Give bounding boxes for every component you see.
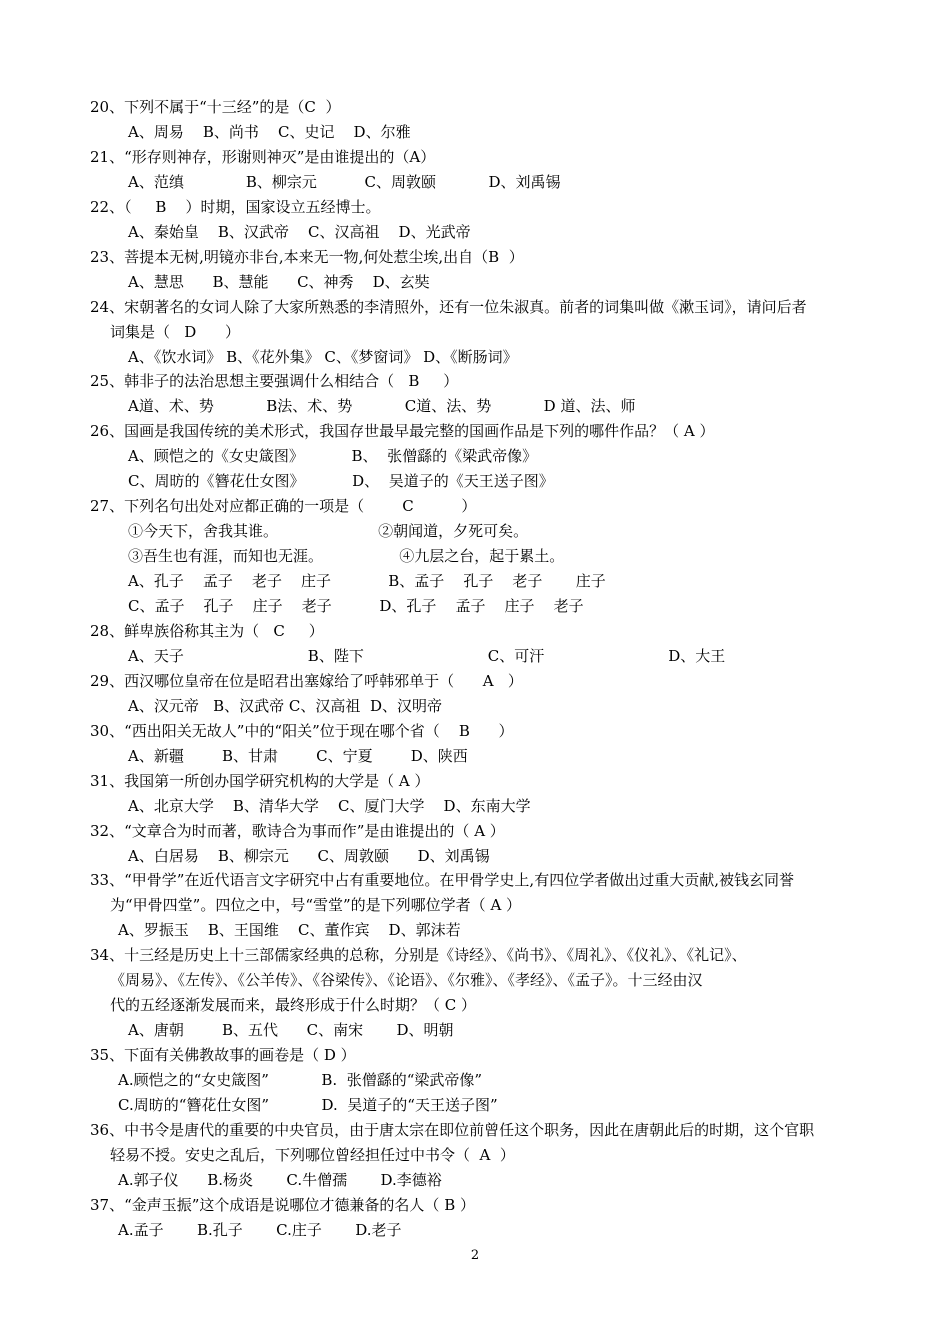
question-line: A、周易 B、尚书 C、史记 D、尔雅	[128, 122, 411, 141]
question-stem: 33、“甲骨学”在近代语言文字研究中占有重要地位。在甲骨学史上,有四位学者做出过重大贡献,被钱玄同誉	[90, 871, 794, 890]
question-stem: 36、中书令是唐代的重要的中央官员，由于唐太宗在即位前曾任这个职务，因此在唐朝此后的时期，这个官职	[90, 1120, 815, 1139]
question-line: A.顾恺之的“女史箴图” B. 张僧繇的“梁武帝像”	[118, 1071, 483, 1090]
question-line: C、孟子 孔子 庄子 老子 D、孔子 孟子 庄子 老子	[128, 597, 584, 615]
question-line: A、秦始皇 B、汉武帝 C、汉高祖 D、光武帝	[128, 222, 471, 241]
question-stem: 31、我国第一所创办国学研究机构的大学是（ A ）	[90, 771, 430, 790]
question-line: A、白居易 B、柳宗元 C、周敦颐 D、刘禹锡	[128, 846, 490, 865]
question-stem: 26、国画是我国传统的美术形式，我国存世最早最完整的国画作品是下列的哪件作品？（ A ）	[90, 422, 715, 441]
question-stem: 35、下面有关佛教故事的画卷是（ D ）	[90, 1046, 356, 1065]
question-line: A、范缜 B、柳宗元 C、周敦颐 D、刘禹锡	[128, 172, 561, 191]
question-line: A、北京大学 B、清华大学 C、厦门大学 D、东南大学	[128, 796, 531, 815]
question-line: ①今天下，舍我其谁。 ②朝闻道，夕死可矣。	[128, 522, 529, 541]
question-line: ③吾生也有涯，而知也无涯。 ④九层之台，起于累土。	[128, 547, 565, 566]
question-line: A、顾恺之的《女史箴图》 B、 张僧繇的《梁武帝像》	[128, 447, 538, 466]
question-stem: 30、“西出阳关无故人”中的“阳关”位于现在哪个省（ B ）	[90, 721, 514, 740]
question-line: A、汉元帝 B、汉武帝 C、汉高祖 D、汉明帝	[128, 696, 442, 715]
question-line: A.孟子 B.孔子 C.庄子 D.老子	[118, 1220, 402, 1239]
question-stem: 22、（ B ）时期，国家设立五经博士。	[90, 197, 381, 216]
question-stem: 20、下列不属于“十三经”的是（C ）	[90, 98, 341, 116]
question-line: C.周昉的“簪花仕女图” D. 吴道子的“天王送子图”	[118, 1096, 498, 1114]
question-stem: 34、十三经是历史上十三部儒家经典的总称，分别是《诗经》、《尚书》、《周礼》、《仪礼》、《礼记》、	[90, 946, 747, 965]
question-stem: 27、下列名句出处对应都正确的一项是（ C ）	[90, 497, 477, 516]
page-number: 2	[470, 1248, 480, 1263]
question-stem: 24、宋朝著名的女词人除了大家所熟悉的李清照外，还有一位朱淑真。前者的词集叫做《漱玉词》，请问后者	[90, 297, 807, 316]
question-line: A.郭子仪 B.杨炎 C.牛僧孺 D.李德裕	[118, 1170, 442, 1189]
question-line: A、孔子 孟子 老子 庄子 B、孟子 孔子 老子 庄子	[128, 572, 606, 591]
question-line: A、新疆 B、甘肃 C、宁夏 D、陕西	[128, 746, 468, 765]
question-stem: 25、韩非子的法治思想主要强调什么相结合（ B ）	[90, 372, 459, 391]
question-stem: 29、西汉哪位皇帝在位是昭君出塞嫁给了呼韩邪单于（ A ）	[90, 671, 523, 690]
question-line: A、天子 B、陛下 C、可汗 D、大王	[128, 646, 726, 665]
question-line: A、慧思 B、慧能 C、神秀 D、玄奘	[128, 272, 430, 291]
question-line: 为“甲骨四堂”。四位之中，号“雪堂”的是下列哪位学者（ A ）	[110, 896, 522, 915]
question-line: A、唐朝 B、五代 C、南宋 D、明朝	[128, 1021, 454, 1040]
question-stem: 28、鲜卑族俗称其主为（ C ）	[90, 621, 324, 640]
question-stem: 23、菩提本无树,明镜亦非台,本来无一物,何处惹尘埃,出自（B ）	[90, 247, 524, 266]
question-stem: 37、“金声玉振”这个成语是说哪位才德兼备的名人（ B ）	[90, 1195, 475, 1214]
question-stem: 21、“形存则神存，形谢则神灭”是由谁提出的（A）	[90, 147, 436, 166]
question-line: C、周昉的《簪花仕女图》 D、 吴道子的《天王送子图》	[128, 472, 554, 491]
question-line: A道、术、势 B法、术、势 C道、法、势 D 道、法、师	[128, 397, 636, 416]
question-line: 轻易不授。安史之乱后，下列哪位曾经担任过中书令（ A ）	[110, 1145, 515, 1164]
question-line: A、《饮水词》 B、《花外集》 C、《梦窗词》 D、《断肠词》	[128, 347, 518, 366]
question-line: 《周易》、《左传》、《公羊传》、《谷梁传》、《论语》、《尔雅》、《孝经》、《孟子》。十三经由汉	[110, 971, 703, 990]
question-line: 词集是（ D ）	[110, 322, 240, 341]
question-line: A、罗振玉 B、王国维 C、董作宾 D、郭沫若	[118, 921, 461, 940]
question-line: 代的五经逐渐发展而来，最终形成于什么时期？（ C ）	[110, 996, 477, 1015]
question-stem: 32、“文章合为时而著，歌诗合为事而作”是由谁提出的（ A ）	[90, 821, 505, 840]
